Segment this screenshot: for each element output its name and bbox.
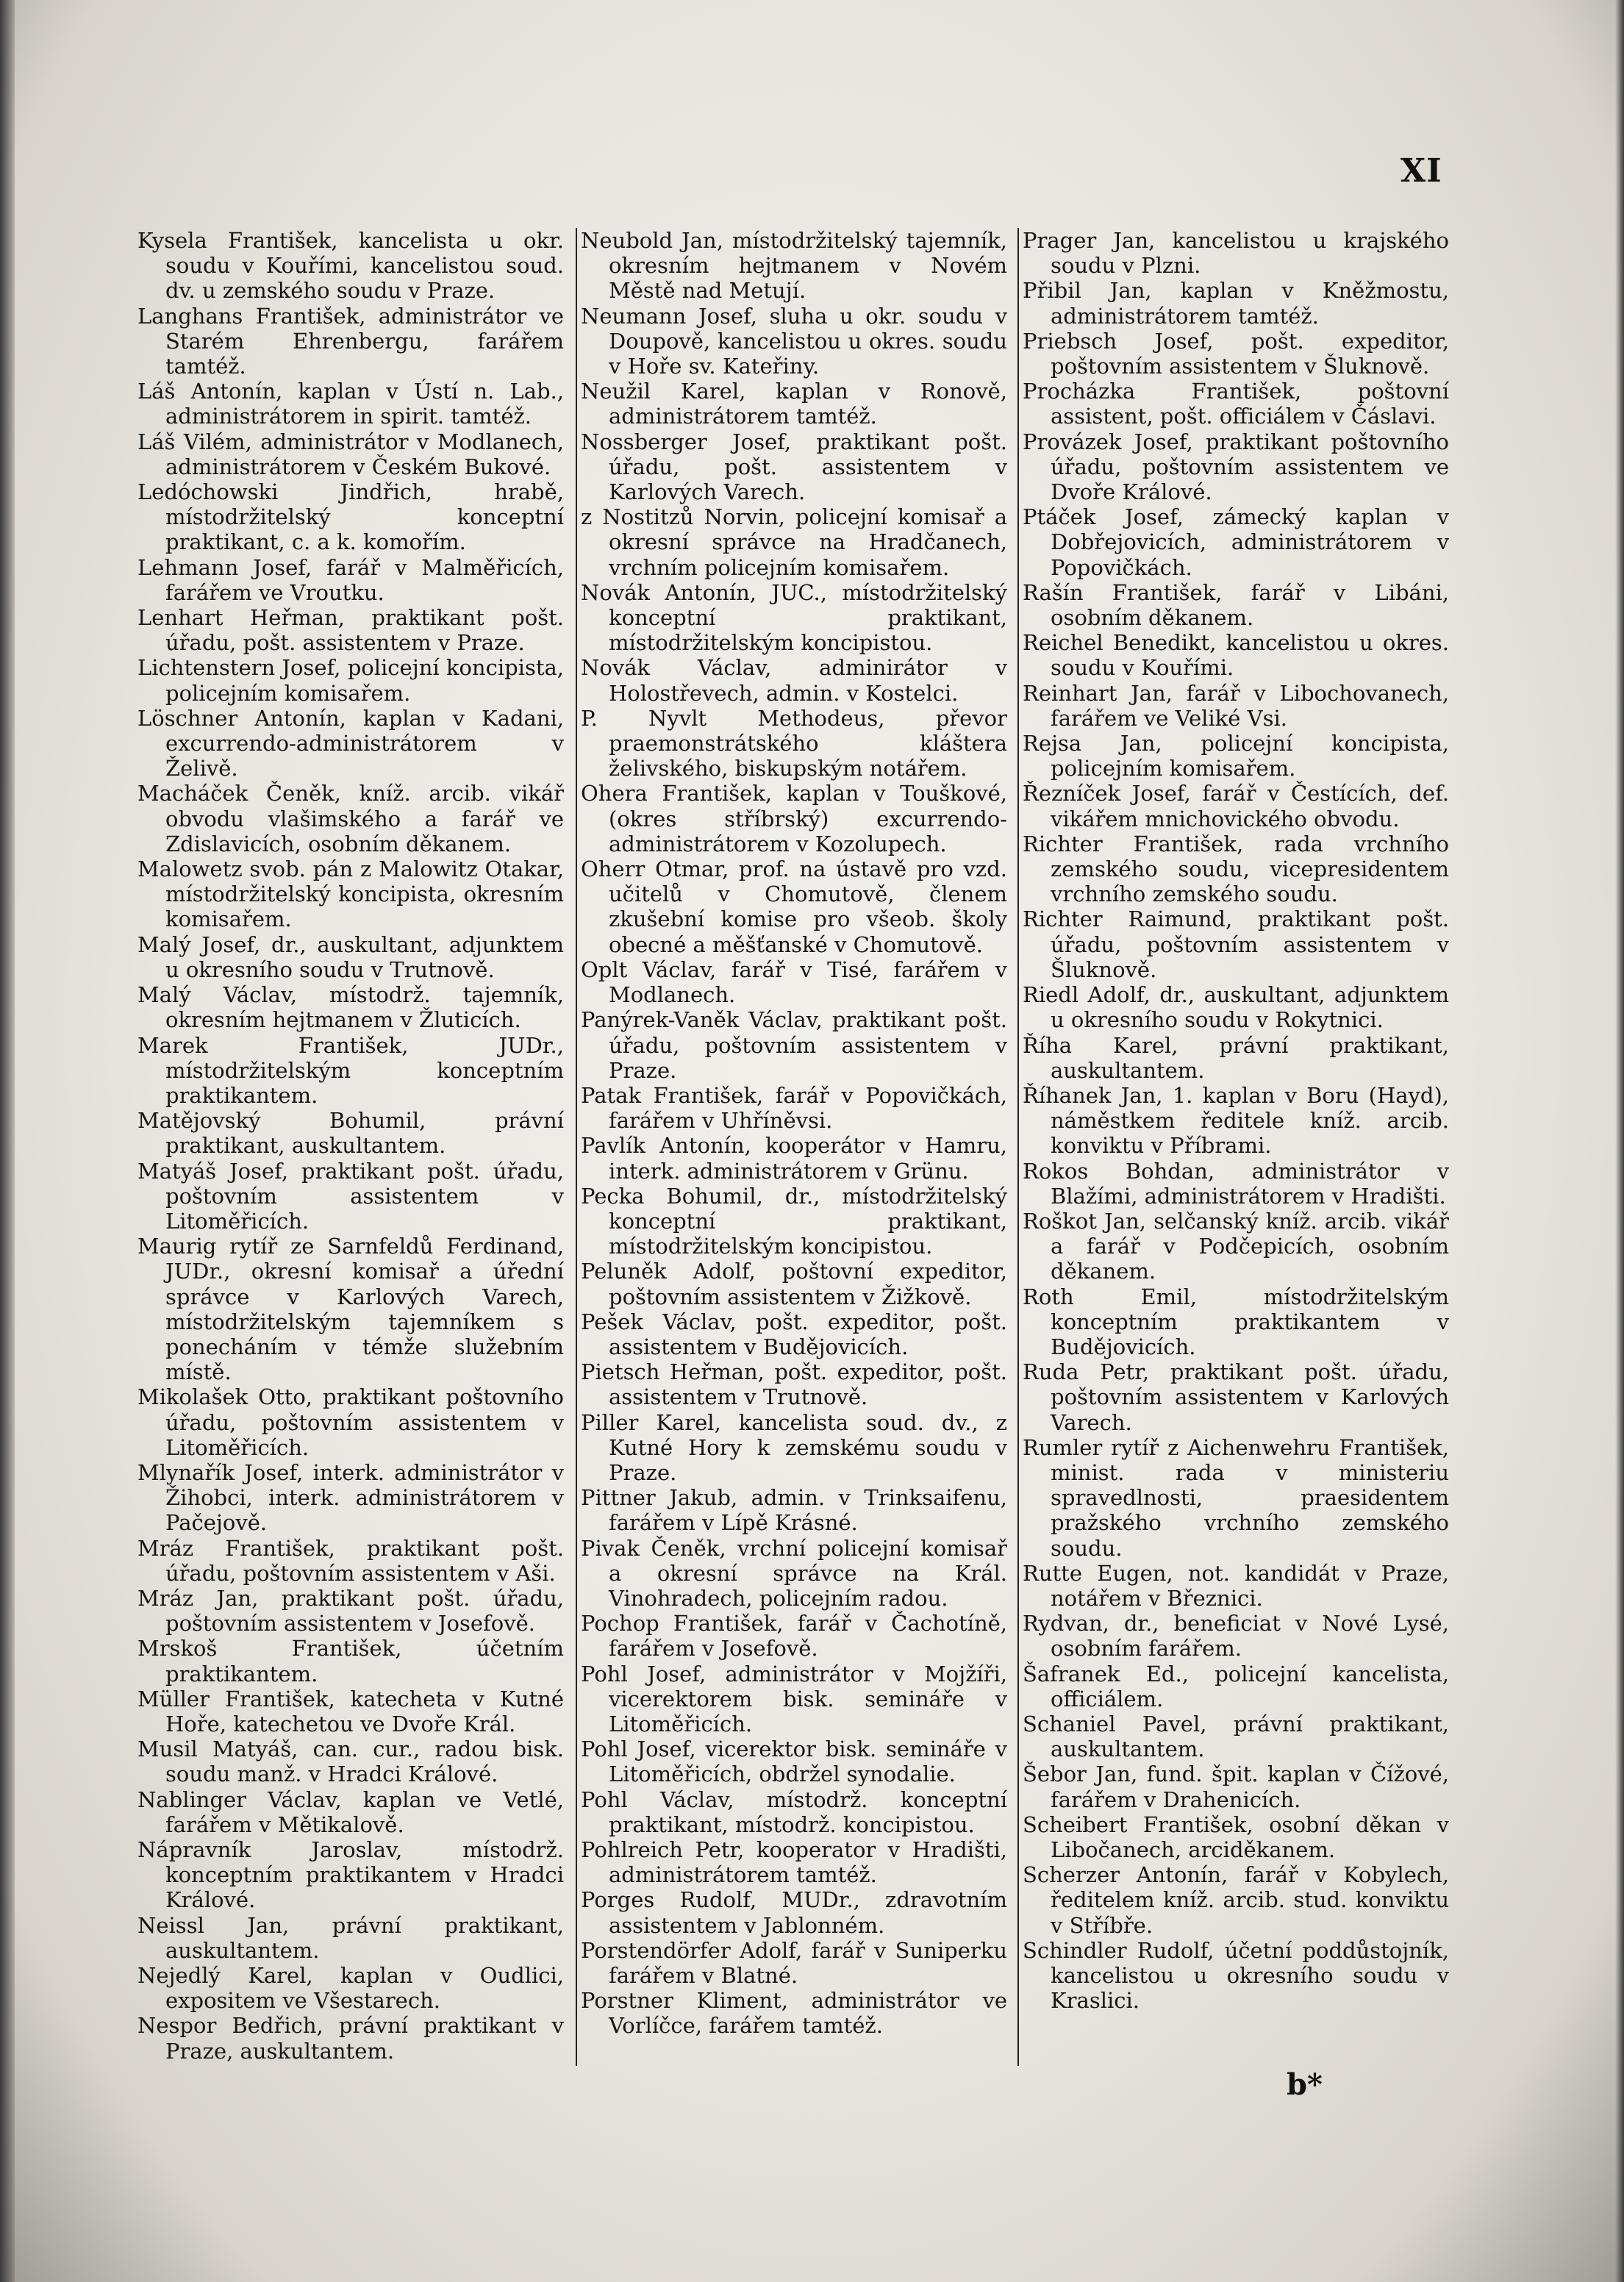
personnel-entry: Rašín František, farář v Libáni, osobním děkanem.: [1023, 579, 1449, 631]
personnel-entry: Matějovský Bohumil, právní praktikant, auskultantem.: [137, 1108, 564, 1159]
personnel-entry: Lichtenstern Josef, policejní koncipista, policejním komisařem.: [137, 655, 564, 706]
personnel-entry: Šebor Jan, fund. špit. kaplan v Čížové, farářem v Drahenicích.: [1023, 1761, 1449, 1812]
personnel-entry: Řezníček Josef, farář v Čestících, def. vikářem mnichovického obvodu.: [1023, 781, 1449, 831]
page-number: XI: [1401, 152, 1442, 190]
personnel-entry: Ohera František, kaplan v Touškové, (okres stříbrský) excurrendo-administrátorem v Kozolupech.: [581, 781, 1007, 856]
personnel-entry: Neubold Jan, místodržitelský tajemník, okresním hejtmanem v Novém Městě nad Metují.: [581, 228, 1007, 304]
personnel-entry: Langhans František, administrátor ve Starém Ehrenbergu, farářem tamtéž.: [137, 303, 564, 379]
personnel-entry: Novák Antonín, JUC., místodržitelský konceptní praktikant, místodržitelským koncipistou.: [581, 579, 1007, 656]
personnel-entry: Richter František, rada vrchního zemského soudu, vicepresidentem vrchního zemského soudu.: [1023, 831, 1449, 907]
personnel-entry: Láš Vilém, administrátor v Modlanech, administrátorem v Českém Bukové.: [137, 429, 564, 479]
personnel-entry: Nejedlý Karel, kaplan v Oudlici, expositem ve Všestarech.: [137, 1963, 564, 2014]
personnel-entry: Láš Antonín, kaplan v Ústí n. Lab., administrátorem in spirit. tamtéž.: [137, 379, 564, 429]
personnel-entry: Neumann Josef, sluha u okr. soudu v Doupově, kancelistou u okres. soudu v Hoře sv. Kateřiny.: [581, 303, 1007, 379]
personnel-entry: Malý Josef, dr., auskultant, adjunktem u okresního soudu v Trutnově.: [137, 931, 564, 982]
personnel-entry: Malý Václav, místodrž. tajemník, okresním hejtmanem v Žluticích.: [137, 982, 564, 1033]
personnel-entry: Provázek Josef, praktikant poštovního úřadu, poštovním assistentem ve Dvoře Králové.: [1023, 429, 1449, 505]
personnel-entry: Riedl Adolf, dr., auskultant, adjunktem u okresního soudu v Rokytnici.: [1023, 982, 1449, 1033]
personnel-entry: Müller František, katecheta v Kutné Hoře, katechetou ve Dvoře Král.: [137, 1686, 564, 1736]
personnel-entry: Musil Matyáš, can. cur., radou bisk. soudu manž. v Hradci Králové.: [137, 1736, 564, 1787]
personnel-entry: Neužil Karel, kaplan v Ronově, administrátorem tamtéž.: [581, 379, 1007, 429]
personnel-entry: Novák Václav, adminirátor v Holostřevech, admin. v Kostelci.: [581, 655, 1007, 706]
personnel-entry: z Nostitzů Norvin, policejní komisař a okresní správce na Hradčanech, vrchním policejním komisařem.: [581, 504, 1007, 580]
personnel-entry: Procházka František, poštovní assistent, pošt. officiálem v Čáslavi.: [1023, 379, 1449, 429]
personnel-entry: Prager Jan, kancelistou u krajského soudu v Plzni.: [1023, 228, 1449, 279]
personnel-entry: Pavlík Antonín, kooperátor v Hamru, interk. administrátorem v Grünu.: [581, 1133, 1007, 1184]
personnel-entry: Matyáš Josef, praktikant pošt. úřadu, poštovním assistentem v Litoměřicích.: [137, 1158, 564, 1234]
personnel-entry: Pittner Jakub, admin. v Trinksaifenu, farářem v Lípě Krásné.: [581, 1485, 1007, 1536]
personnel-entry: Marek František, JUDr., místodržitelským konceptním praktikantem.: [137, 1032, 564, 1108]
personnel-entry: Roškot Jan, selčanský kníž. arcib. vikář a farář v Podčepicích, osobním děkanem.: [1023, 1208, 1449, 1284]
personnel-entry: Porges Rudolf, MUDr., zdravotním assistentem v Jablonném.: [581, 1887, 1007, 1938]
personnel-entry: Panýrek-Vaněk Václav, praktikant pošt. úřadu, poštovním assistentem v Praze.: [581, 1007, 1007, 1083]
personnel-entry: Mráz Jan, praktikant pošt. úřadu, poštovním assistentem v Josefově.: [137, 1585, 564, 1637]
personnel-entry: Schaniel Pavel, právní praktikant, auskultantem.: [1023, 1711, 1449, 1762]
personnel-entry: Mrskoš František, účetním praktikantem.: [137, 1636, 564, 1687]
personnel-entry: Ptáček Josef, zámecký kaplan v Dobřejovicích, administrátorem v Popovičkách.: [1023, 504, 1449, 580]
personnel-entry: Roth Emil, místodržitelským konceptním praktikantem v Budějovicích.: [1023, 1284, 1449, 1359]
personnel-entry: Scheibert František, osobní děkan v Libočanech, arciděkanem.: [1023, 1811, 1449, 1862]
personnel-entry: Rumler rytíř z Aichenwehru František, minist. rada v ministeriu spravedlnosti, praesidentem pražského vrchního zemského soudu.: [1023, 1434, 1449, 1561]
personnel-entry: Malowetz svob. pán z Malowitz Otakar, místodržitelský koncipista, okresním komisařem.: [137, 856, 564, 932]
personnel-entry: Kysela František, kancelista u okr. soudu v Kouřími, kancelistou soud. dv. u zemského soudu v Praze.: [137, 228, 564, 304]
personnel-entry: Mráz František, praktikant pošt. úřadu, poštovním assistentem v Aši.: [137, 1535, 564, 1586]
personnel-entry: Peluněk Adolf, poštovní expeditor, poštovním assistentem v Žižkově.: [581, 1259, 1007, 1309]
personnel-entry: Ruda Petr, praktikant pošt. úřadu, poštovním assistentem v Karlových Varech.: [1023, 1359, 1449, 1435]
column-divider: [1017, 228, 1019, 2066]
personnel-entry: Pohl Václav, místodrž. konceptní praktikant, místodrž. koncipistou.: [581, 1786, 1007, 1837]
personnel-entry: Říha Karel, právní praktikant, auskultantem.: [1023, 1032, 1449, 1083]
personnel-entry: Porstendörfer Adolf, farář v Suniperku farářem v Blatné.: [581, 1937, 1007, 1989]
personnel-entry: Rutte Eugen, not. kandidát v Praze, notářem v Březnici.: [1023, 1560, 1449, 1611]
personnel-entry: Reinhart Jan, farář v Libochovanech, farářem ve Veliké Vsi.: [1023, 680, 1449, 731]
personnel-entry: Pešek Václav, pošt. expeditor, pošt. assistentem v Budějovicích.: [581, 1309, 1007, 1359]
column-3: [1023, 228, 1449, 2013]
personnel-entry: Pohlreich Petr, kooperator v Hradišti, administrátorem tamtéž.: [581, 1837, 1007, 1888]
personnel-entry: Pohl Josef, vicerektor bisk. semináře v Litoměřicích, obdržel synodalie.: [581, 1736, 1007, 1787]
personnel-entry: Porstner Kliment, administrátor ve Vorlíčce, farářem tamtéž.: [581, 1988, 1007, 2039]
personnel-entry: Pietsch Heřman, pošt. expeditor, pošt. assistentem v Trutnově.: [581, 1359, 1007, 1410]
personnel-entry: Rejsa Jan, policejní koncipista, policejním komisařem.: [1023, 731, 1449, 781]
personnel-entry: Pohl Josef, administrátor v Mojžíři, vicerektorem bisk. semináře v Litoměřicích.: [581, 1661, 1007, 1736]
personnel-entry: Ledóchowski Jindřich, hrabě, místodržitelský konceptní praktikant, c. a k. komořím.: [137, 479, 564, 555]
column-1: [137, 228, 564, 2064]
personnel-entry: Říhanek Jan, 1. kaplan v Boru (Hayd), náměstkem ředitele kníž. arcib. konviktu v Příbrami.: [1023, 1082, 1449, 1159]
personnel-entry: Patak František, farář v Popovičkách, farářem v Uhříněvsi.: [581, 1082, 1007, 1134]
personnel-entry: Reichel Benedikt, kancelistou u okres. soudu v Kouřími.: [1023, 630, 1449, 681]
personnel-entry: Priebsch Josef, pošt. expeditor, poštovním assistentem v Šluknově.: [1023, 328, 1449, 379]
personnel-entry: Lenhart Heřman, praktikant pošt. úřadu, pošt. assistentem v Praze.: [137, 605, 564, 656]
signature-mark: b*: [1287, 2067, 1323, 2102]
personnel-entry: Scherzer Antonín, farář v Kobylech, ředitelem kníž. arcib. stud. konviktu v Stříbře.: [1023, 1862, 1449, 1938]
personnel-entry: Neissl Jan, právní praktikant, auskultantem.: [137, 1912, 564, 1963]
column-2: [581, 228, 1007, 2039]
personnel-entry: Pivak Čeněk, vrchní policejní komisař a okresní správce na Král. Vinohradech, policejním radou.: [581, 1535, 1007, 1611]
personnel-entry: Přibil Jan, kaplan v Kněžmostu, administrátorem tamtéž.: [1023, 278, 1449, 329]
personnel-entry: Šafranek Ed., policejní kancelista, officiálem.: [1023, 1661, 1449, 1712]
personnel-entry: Mikolašek Otto, praktikant poštovního úřadu, poštovním assistentem v Litoměřicích.: [137, 1384, 564, 1460]
personnel-entry: Macháček Čeněk, kníž. arcib. vikář obvodu vlašimského a farář ve Zdislavicích, osobním děkanem.: [137, 781, 564, 856]
personnel-entry: Rokos Bohdan, administrátor v Blažími, administrátorem v Hradišti.: [1023, 1158, 1449, 1209]
personnel-entry: Oplt Václav, farář v Tisé, farářem v Modlanech.: [581, 956, 1007, 1008]
personnel-entry: Pochop František, farář v Čachotíně, farářem v Josefově.: [581, 1611, 1007, 1662]
personnel-entry: Nossberger Josef, praktikant pošt. úřadu, pošt. assistentem v Karlových Varech.: [581, 429, 1007, 505]
personnel-entry: Pecka Bohumil, dr., místodržitelský konceptní praktikant, místodržitelským koncipistou.: [581, 1183, 1007, 1259]
personnel-entry: Nablinger Václav, kaplan ve Vetlé, farářem v Mětikalově.: [137, 1786, 564, 1837]
personnel-entry: Schindler Rudolf, účetní poddůstojník, kancelistou u okresního soudu v Kraslici.: [1023, 1937, 1449, 2014]
personnel-entry: Piller Karel, kancelista soud. dv., z Kutné Hory k zemskému soudu v Praze.: [581, 1409, 1007, 1485]
personnel-entry: Oherr Otmar, prof. na ústavě pro vzd. učitelů v Chomutově, členem zkušební komise pro všeob. školy obecné a měšťanské v Chomutově.: [581, 856, 1007, 957]
personnel-entry: Nespor Bedřich, právní praktikant v Praze, auskultantem.: [137, 2013, 564, 2064]
personnel-entry: Löschner Antonín, kaplan v Kadani, excurrendo-administrátorem v Želivě.: [137, 705, 564, 781]
personnel-entry: Nápravník Jaroslav, místodrž. konceptním praktikantem v Hradci Králové.: [137, 1837, 564, 1913]
personnel-entry: Mlynařík Josef, interk. administrátor v Žihobci, interk. administrátorem v Pačejově.: [137, 1459, 564, 1536]
column-divider: [576, 228, 577, 2066]
personnel-entry: Rydvan, dr., beneficiat v Nové Lysé, osobním farářem.: [1023, 1611, 1449, 1662]
personnel-entry: Richter Raimund, praktikant pošt. úřadu, poštovním assistentem v Šluknově.: [1023, 906, 1449, 982]
personnel-entry: Lehmann Josef, farář v Malměřicích, farářem ve Vroutku.: [137, 554, 564, 605]
personnel-entry: P. Nyvlt Methodeus, převor praemonstrátského kláštera želivského, biskupským notářem.: [581, 705, 1007, 781]
personnel-entry: Maurig rytíř ze Sarnfeldů Ferdinand, JUDr., okresní komisař a úřední správce v Karlových Varech, místodržitelským tajemníkem s ponecháním v témže služebním místě.: [137, 1234, 564, 1385]
